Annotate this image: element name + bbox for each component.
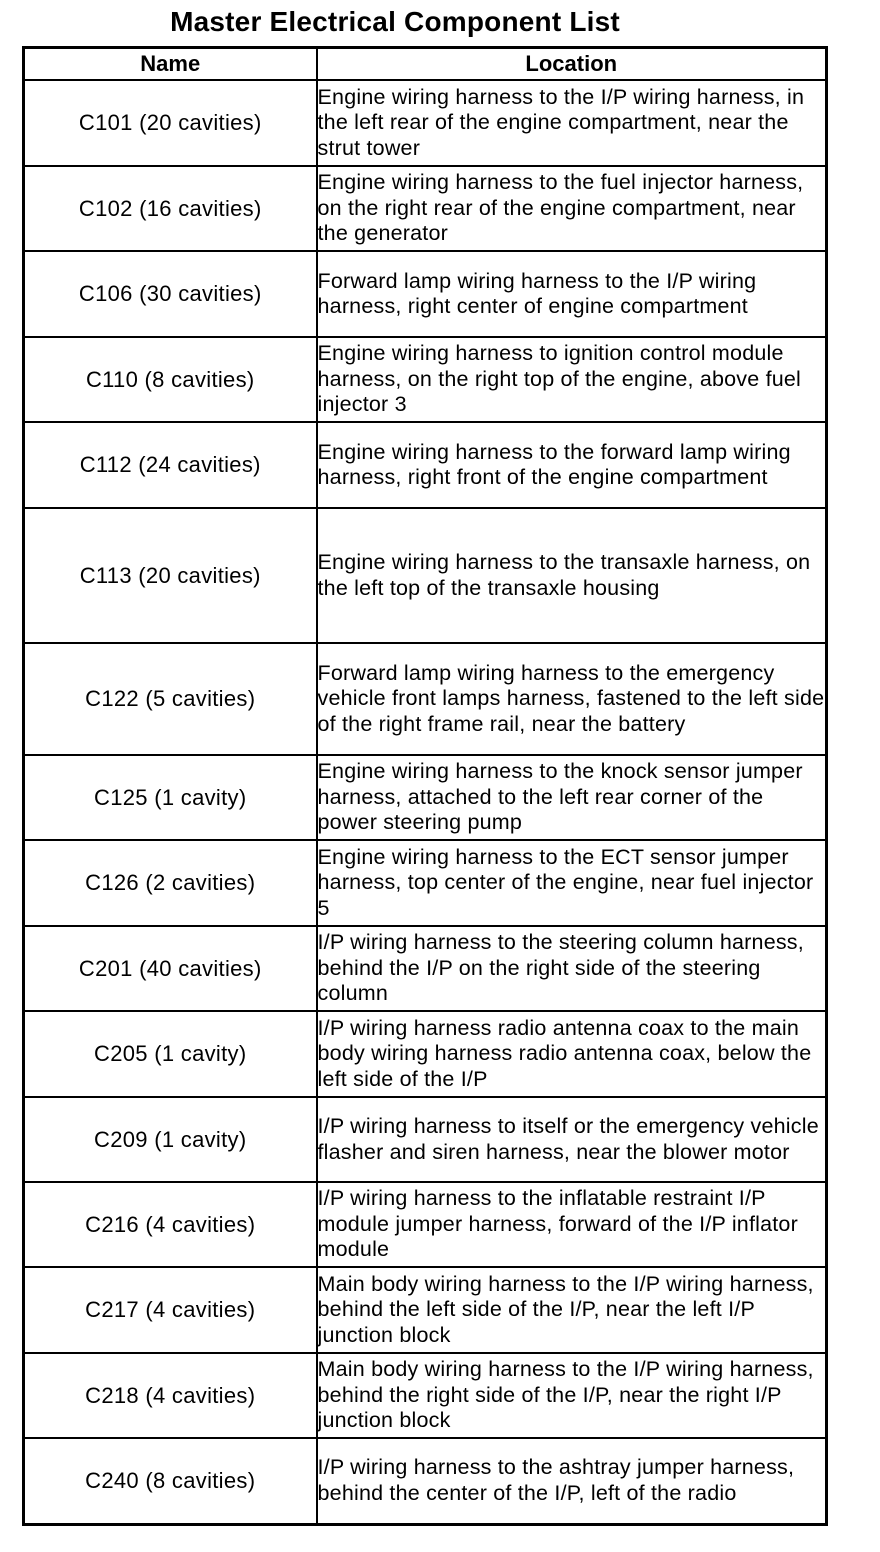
table-row	[24, 1438, 827, 1524]
component-location: Engine wiring harness to the ECT sensor jumper harness, top center of the engine, near fuel injector 5	[317, 840, 827, 926]
component-name: C110 (8 cavities)	[24, 337, 317, 422]
component-location: I/P wiring harness to itself or the emergency vehicle flasher and siren harness, near the blower motor	[317, 1097, 827, 1182]
component-name: C101 (20 cavities)	[24, 80, 317, 166]
component-location: Main body wiring harness to the I/P wiring harness, behind the left side of the I/P, near the left I/P junction block	[317, 1267, 827, 1353]
component-name: C218 (4 cavities)	[24, 1353, 317, 1438]
table-row	[24, 1182, 827, 1267]
component-location: Engine wiring harness to the forward lamp wiring harness, right front of the engine compartment	[317, 422, 827, 508]
component-location: I/P wiring harness to the inflatable restraint I/P module jumper harness, forward of the I/P inflator module	[317, 1182, 827, 1267]
component-name: C240 (8 cavities)	[24, 1438, 317, 1524]
component-location: Engine wiring harness to the fuel injector harness, on the right rear of the engine compartment, near the generator	[317, 166, 827, 251]
table-row	[24, 1353, 827, 1438]
table-row	[24, 1011, 827, 1097]
component-name: C112 (24 cavities)	[24, 422, 317, 508]
table-row	[24, 422, 827, 508]
table-row	[24, 755, 827, 840]
component-name: C106 (30 cavities)	[24, 251, 317, 337]
component-table	[22, 46, 828, 1526]
component-location: Forward lamp wiring harness to the emergency vehicle front lamps harness, fastened to the left side of the right frame rail, near the battery	[317, 643, 827, 755]
component-location: Engine wiring harness to ignition control module harness, on the right top of the engine, above fuel injector 3	[317, 337, 827, 422]
component-location: Engine wiring harness to the I/P wiring harness, in the left rear of the engine compartment, near the strut tower	[317, 80, 827, 166]
component-name: C201 (40 cavities)	[24, 926, 317, 1011]
component-name: C126 (2 cavities)	[24, 840, 317, 926]
component-name: C216 (4 cavities)	[24, 1182, 317, 1267]
component-location: Engine wiring harness to the transaxle harness, on the left top of the transaxle housing	[317, 508, 827, 643]
component-name: C205 (1 cavity)	[24, 1011, 317, 1097]
page-title: Master Electrical Component List	[170, 6, 620, 37]
table-row	[24, 1267, 827, 1353]
component-location: Main body wiring harness to the I/P wiring harness, behind the right side of the I/P, near the right I/P junction block	[317, 1353, 827, 1438]
table-row	[24, 508, 827, 643]
component-name: C102 (16 cavities)	[24, 166, 317, 251]
component-location: I/P wiring harness radio antenna coax to the main body wiring harness radio antenna coax, below the left side of the I/P	[317, 1011, 827, 1097]
table-row	[24, 166, 827, 251]
table-header-row	[24, 48, 827, 81]
table-row	[24, 840, 827, 926]
component-name: C209 (1 cavity)	[24, 1097, 317, 1182]
column-header-location: Location	[317, 48, 827, 81]
component-name: C217 (4 cavities)	[24, 1267, 317, 1353]
component-name: C125 (1 cavity)	[24, 755, 317, 840]
table-row	[24, 926, 827, 1011]
table-row	[24, 643, 827, 755]
component-name: C113 (20 cavities)	[24, 508, 317, 643]
component-location: I/P wiring harness to the ashtray jumper harness, behind the center of the I/P, left of the radio	[317, 1438, 827, 1524]
table-row	[24, 251, 827, 337]
component-name: C122 (5 cavities)	[24, 643, 317, 755]
table-row	[24, 1097, 827, 1182]
table-row	[24, 80, 827, 166]
component-location: Forward lamp wiring harness to the I/P wiring harness, right center of engine compartment	[317, 251, 827, 337]
component-location: I/P wiring harness to the steering column harness, behind the I/P on the right side of the steering column	[317, 926, 827, 1011]
component-location: Engine wiring harness to the knock sensor jumper harness, attached to the left rear corner of the power steering pump	[317, 755, 827, 840]
column-header-name: Name	[24, 48, 317, 81]
table-row	[24, 337, 827, 422]
